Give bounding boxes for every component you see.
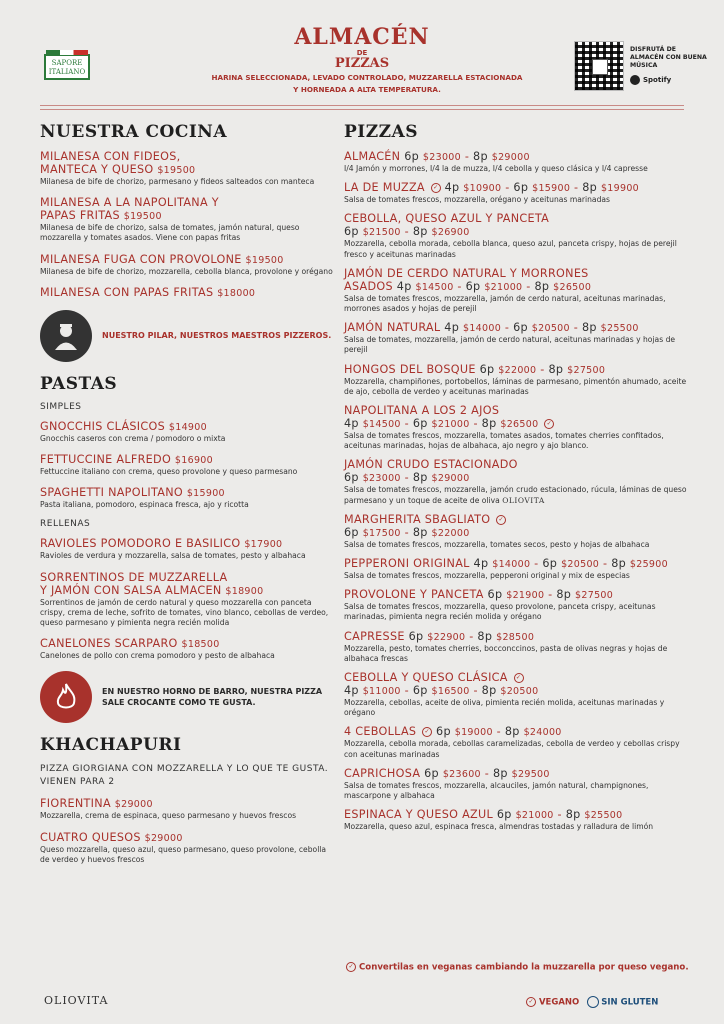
pizza-item: PEPPERONI ORIGINAL 4p $14000 - 6p $20500 - 8p $25900 Salsa de tomates frescos, mozzarella, pepperoni original y mix de especias	[344, 557, 668, 581]
pizza-item: CEBOLLA, QUESO AZUL Y PANCETA 6p $21500 - 8p $26900 Mozzarella, cebolla morada, cebolla blanca, queso azul, panceta crispy, hojas de perejil fresco y aceitunas marinadas	[344, 212, 677, 259]
vegan-icon: ✓	[526, 997, 536, 1007]
menu-item: GNOCCHIS CLÁSICOS $14900 Gnocchis caseros con crema / pomodoro o mixta	[40, 419, 226, 443]
subsection-rellenas: RELLENAS	[40, 519, 91, 530]
vegan-icon: ✓	[431, 183, 441, 193]
pizzero-badge: NUESTRO PILAR, NUESTROS MAESTROS PIZZEROS.	[40, 310, 336, 362]
khachapuri-subtitle: PIZZA GIORGIANA CON MOZZARELLA Y LO QUE TE GUSTA. VIENEN PARA 2	[40, 764, 329, 788]
vegan-icon: ✓	[346, 962, 356, 972]
pizza-item: ALMACÉN 6p $23000 - 8p $29000 I/4 Jamón y morrones, I/4 la de muzza, I/4 cebolla y queso clásica y I/4 capresse	[344, 150, 648, 173]
pizza-item: JAMÓN CRUDO ESTACIONADO 6p $23000 - 8p $29000 Salsa de tomates frescos, mozzarella, jamón crudo estacionado, rúcula, láminas de queso parmesano y un toque de aceite de oliva OLIOVITA	[344, 458, 687, 505]
pizza-item: JAMÓN DE CERDO NATURAL Y MORRONES ASADOS 4p $14500 - 6p $21000 - 8p $26500 Salsa de tomates frescos, mozzarella, jamón de cerdo natural, aceitunas marinadas, morrones asados y hojas de perejil	[344, 266, 666, 314]
menu-item: SPAGHETTI NAPOLITANO $15900 Pasta italiana, pomodoro, espinaca fresca, ajo y ricotta	[40, 486, 249, 510]
menu-item: MILANESA FUGA CON PROVOLONE $19500 Milanesa de bife de chorizo, mozzarella, cebolla blanca, provolone y orégano	[40, 252, 333, 276]
pizza-item: MARGHERITA SBAGLIATO ✓ 6p $17500 - 8p $22000 Salsa de tomates frescos, mozzarella, tomates secos, pesto y hojas de albahaca	[344, 512, 650, 549]
divider	[40, 109, 684, 110]
tagline: HARINA SELECCIONADA, LEVADO CONTROLADO, MUZZARELLA ESTACIONADA Y HORNEADA A ALTA TEMPERATURA.	[211, 73, 523, 94]
section-title-cocina: NUESTRA COCINA	[40, 122, 228, 142]
pizza-item: CAPRICHOSA 6p $23600 - 8p $29500 Salsa de tomates frescos, mozzarella, alcauciles, jamón natural, champignones, mascarpone y albahaca	[344, 766, 649, 801]
sapore-italiano-logo: SAPORE ITALIANO	[44, 54, 90, 80]
menu-item: FETTUCCINE ALFREDO $16900 Fettuccine italiano con crema, queso provolone y queso parmesano	[40, 453, 298, 477]
menu-item: FIORENTINA $29000 Mozzarella, crema de espinaca, queso parmesano y huevos frescos	[40, 797, 297, 821]
pizza-item: CAPRESSE 6p $22900 - 8p $28500 Mozzarella, pesto, tomates cherries, bocconccinos, pasta de olivas negras y hojas de albahaca frescas	[344, 629, 668, 663]
pizza-item: NAPOLITANA A LOS 2 AJOS 4p $14500 - 6p $21000 - 8p $26500 ✓ Salsa de tomates frescos, mozzarella, tomates asados, tomates cherries confitados, aceitunas marinadas, hojas de albahaca, ajo negro y ajo blanco.	[344, 404, 664, 451]
section-title-pastas: PASTAS	[40, 373, 118, 394]
pizza-item: CEBOLLA Y QUESO CLÁSICA ✓ 4p $11000 - 6p $16500 - 8p $20500 Mozzarella, cebollas, aceite de oliva, pimienta recién molida, aceitunas marinadas y orégano	[344, 671, 665, 718]
vegan-icon: ✓	[544, 419, 554, 429]
header	[0, 0, 724, 110]
spotify-promo: DISFRUTÁ DE ALMACÉN CON BUENA MÚSICA Spotify	[630, 46, 707, 84]
menu-item: SORRENTINOS DE MUZZARELLA Y JAMÓN CON SALSA ALMACEN $18900 Sorrentinos de jamón de cerdo natural y queso mozzarella con panceta crispy, crema de leche, sofrito de tomates, vino blanco, cebollas de verdeo, queso parmesano y pimienta negra recién molida	[40, 570, 329, 628]
menu-item: CUATRO QUESOS $29000 Queso mozzarella, queso azul, queso parmesano, queso provolone, cebolla de verdeo y huevos frescos	[40, 830, 327, 864]
almacen-brand-logo: ALMACÉN DE PIZZAS	[294, 24, 430, 71]
vegan-icon: ✓	[496, 515, 506, 525]
pizza-item: LA DE MUZZA ✓ 4p $10900 - 6p $15900 - 8p $19900 Salsa de tomates frescos, mozzarella, orégano y aceitunas marinadas	[344, 181, 640, 205]
vegan-note: ✓ Convertilas en veganas cambiando la muzzarella por queso vegano.	[344, 962, 689, 973]
pizza-item: ESPINACA Y QUESO AZUL 6p $21000 - 8p $25500 Mozzarella, queso azul, espinaca fresca, almendras tostadas y ralladura de limón	[344, 808, 654, 832]
flame-icon	[40, 671, 92, 723]
pizza-list	[344, 150, 690, 832]
pizza-item: PROVOLONE Y PANCETA 6p $21900 - 8p $27500 Salsa de tomates frescos, mozzarella, queso provolone, panceta crispy, aceitunas marinadas, pimienta negra recién molida y orégano	[344, 588, 656, 622]
subsection-simples: SIMPLES	[40, 401, 82, 412]
horno-badge: EN NUESTRO HORNO DE BARRO, NUESTRA PIZZA SALE CROCANTE COMO TE GUSTA.	[40, 671, 336, 723]
vegan-icon: ✓	[422, 727, 432, 737]
pizza-item: 4 CEBOLLAS ✓ 6p $19000 - 8p $24000 Mozzarella, cebolla morada, cebollas caramelizadas, cebolla de verdeo y cebollas crispy con aceitunas marinadas	[344, 725, 680, 759]
chef-icon	[40, 310, 92, 362]
section-title-pizzas: PIZZAS	[344, 122, 419, 142]
vegan-icon: ✓	[514, 673, 524, 683]
legend: ✓ VEGANO SIN GLUTEN	[524, 996, 658, 1008]
menu-item: RAVIOLES POMODORO E BASILICO $17900 Ravioles de verdura y mozzarella, salsa de tomates, pesto y albahaca	[40, 537, 306, 561]
divider	[40, 105, 684, 106]
spotify-icon	[630, 75, 640, 85]
pizza-item: HONGOS DEL BOSQUE 6p $22000 - 8p $27500 Mozzarella, champiñones, portobellos, láminas de parmesano, pimentón ahumado, aceite de ajo, cebolla de verdeo y aceitunas marinadas	[344, 362, 687, 396]
oliovita-logo: OLIOVITA	[44, 994, 109, 1007]
pizzas-column	[344, 118, 690, 839]
section-title-khachapuri: KHACHAPURI	[40, 735, 182, 756]
left-column	[40, 118, 336, 874]
menu-item: MILANESA CON FIDEOS, MANTECA Y QUESO $19500 Milanesa de bife de chorizo, parmesano y fideos salteados con manteca	[40, 150, 315, 186]
menu-item: MILANESA A LA NAPOLITANA Y PAPAS FRITAS $19500 Milanesa de bife de chorizo, salsa de tomates, jamón natural, queso mozzarella y tomates asados. Viene con papas fritas	[40, 196, 300, 243]
menu-item: MILANESA CON PAPAS FRITAS $18000	[40, 285, 256, 299]
spotify-qr-code[interactable]	[574, 41, 624, 91]
gluten-free-icon	[587, 996, 599, 1008]
menu-item: CANELONES SCARPARO $18500 Canelones de pollo con crema pomodoro y pesto de albahaca	[40, 637, 275, 661]
pizza-item: JAMÓN NATURAL 4p $14000 - 6p $20500 - 8p $25500 Salsa de tomates, mozzarella, jamón de cerdo natural, aceitunas marinadas y hojas de perejil	[344, 321, 676, 355]
